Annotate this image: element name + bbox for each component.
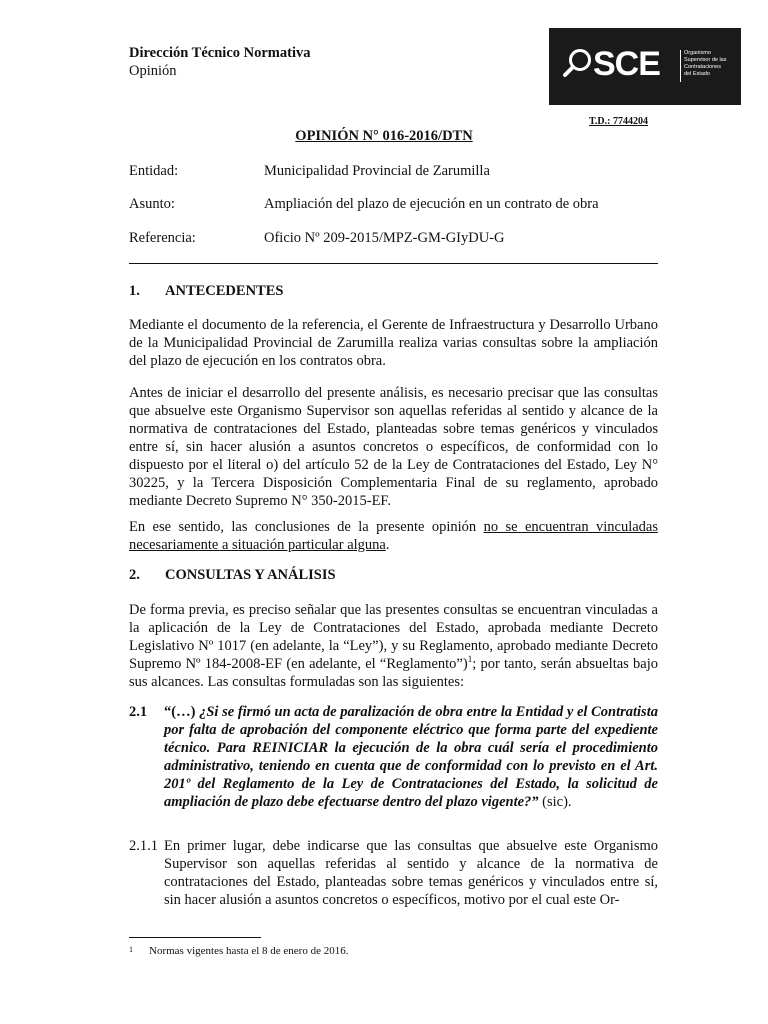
respuesta-text: En primer lugar, debe indicarse que las consultas que absuelve este Organismo Supervisor son aquellas referidas al sentido y alcance de la normativa de contrataciones del Estado, planteadas sobre temas genéricos y vinculados entre sí, sin hacer alusión a asuntos concretos o específicos, motivo por el cual este Or- xyxy=(164,838,658,908)
footnote xyxy=(129,945,348,957)
document-type: Opinión xyxy=(129,63,177,79)
department-header xyxy=(129,44,310,80)
logo-tagline-line: Organismo xyxy=(684,50,711,56)
paragraph-text: De forma previa, es preciso señalar que las presentes consultas se encuentran vinculadas a la aplicación de la Ley de Contrataciones del Estado, aprobada mediante Decreto Legislativo Nº 1017 (en adelante, la “Ley”), y su Reglamento, aprobado mediante Decreto Supremo Nº 184-2008-EF (en adelante, el “Reglamento”) xyxy=(129,602,658,672)
meta-label: Referencia: xyxy=(129,230,196,246)
section-heading-antecedentes xyxy=(129,283,283,300)
section-title: CONSULTAS Y ANÁLISIS xyxy=(165,567,336,583)
department-name: Dirección Técnico Normativa xyxy=(129,45,311,61)
logo-tagline-line: del Estado xyxy=(684,71,710,77)
paragraph: Mediante el documento de la referencia, el Gerente de Infraestructura y Desarrollo Urbano de la Municipalidad Provincial de Zarumilla realiza varias consultas sobre la ampliación del plazo de ejecución en los contratos obra. xyxy=(129,317,658,369)
paragraph-text: En ese sentido, las conclusiones de la presente opinión xyxy=(129,519,484,535)
section-title: ANTECEDENTES xyxy=(165,283,284,299)
logo-tagline xyxy=(684,50,738,78)
footnote-divider xyxy=(129,937,261,938)
paragraph-text: ; por tanto, serán absueltas bajo sus alcances. Las consultas formuladas son las siguientes: xyxy=(129,656,658,690)
document-title: OPINIÓN N° 016-2016/DTN xyxy=(295,128,473,144)
paragraph-text: . xyxy=(385,537,390,553)
quote-tail: (sic). xyxy=(538,794,572,810)
logo-tagline-line: Supervisor de las xyxy=(684,57,727,63)
meta-label: Asunto: xyxy=(129,196,175,212)
meta-value: Municipalidad Provincial de Zarumilla xyxy=(264,163,490,179)
footnote-mark: 1 xyxy=(129,945,133,954)
section-number: 1. xyxy=(129,283,140,299)
osce-logo xyxy=(549,28,741,105)
quoted-question: ¿Si se firmó un acta de paralización de obra entre la Entidad y el Contratista por falta de aprobación del componente eléctrico que forma parte del expediente técnico. Para REINICIAR la ejecución de la obra cuál sería el procedimiento administrativo, teniendo en cuenta que de conformidad con lo previsto en el Art. 201º del Reglamento de la Ley de Contrataciones del Estado, la solicitud de ampliación de plazo debe efectuarse dentro del plazo vigente?” xyxy=(164,704,658,810)
quote-lead: “(…) xyxy=(164,704,200,720)
paragraph: Antes de iniciar el desarrollo del presente análisis, es necesario precisar que las consultas que absuelve este Organismo Supervisor son aquellas referidas al sentido y alcance de la normativa de contrataciones del Estado, planteadas sobre temas genéricos y vinculados entre sí, sin hacer alusión a asuntos concretos o específicos, de conformidad con lo dispuesto por el literal o) del artículo 52 de la Ley de Contrataciones del Estado, Ley N° 30225, y la Tercera Disposición Complementaria Final de su reglamento, aprobado mediante Decreto Supremo N° 350-2015-EF. xyxy=(129,385,658,509)
logo-wordmark: SCE xyxy=(593,45,660,83)
meta-value: Ampliación del plazo de ejecución en un contrato de obra xyxy=(264,196,599,212)
paragraph xyxy=(129,518,658,554)
logo-divider xyxy=(680,50,681,82)
meta-label: Entidad: xyxy=(129,163,179,179)
item-number: 2.1.1 xyxy=(129,838,158,854)
item-number: 2.1 xyxy=(129,704,148,720)
footnote-text: Normas vigentes hasta el 8 de enero de 2016. xyxy=(149,945,349,957)
underlined-text: no se encuentran vinculadas necesariamente a situación particular alguna xyxy=(129,519,659,553)
header-divider xyxy=(129,263,658,264)
footnote-ref: 1 xyxy=(467,654,473,665)
logo-tagline-line: Contrataciones xyxy=(684,64,721,70)
meta-value: Oficio Nº 209-2015/MPZ-GM-GIyDU-G xyxy=(264,230,505,246)
magnifying-glass-icon xyxy=(563,48,593,78)
tramite-number: T.D.: 7744204 xyxy=(589,116,648,127)
section-number: 2. xyxy=(129,567,140,583)
section-heading-consultas xyxy=(129,567,336,584)
paragraph xyxy=(129,601,658,691)
consulta-text xyxy=(164,703,658,811)
